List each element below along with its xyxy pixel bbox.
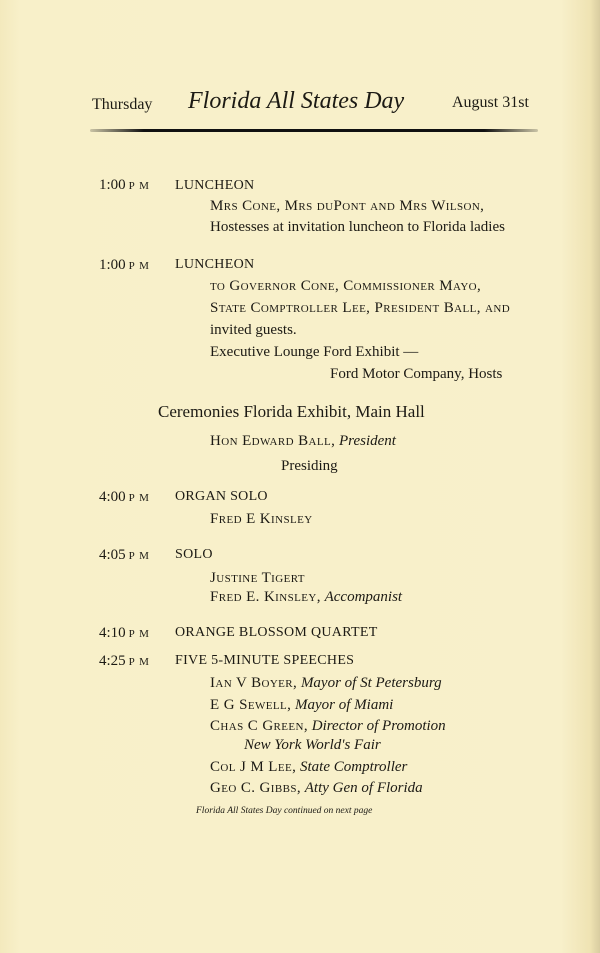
presiding-label: Presiding: [281, 458, 338, 474]
program-label: ORGAN SOLO: [175, 489, 268, 504]
event-line: State Comptroller Lee, President Ball, and: [210, 300, 511, 316]
speaker: Col J M Lee, State Comptroller: [210, 759, 408, 775]
header-date: August 31st: [452, 94, 529, 111]
program-time: 4:05 P M: [99, 547, 150, 563]
event-line: to Governor Cone, Commissioner Mayo,: [210, 278, 482, 294]
ceremonies-heading: Ceremonies Florida Exhibit, Main Hall: [158, 402, 425, 421]
program-label: SOLO: [175, 547, 213, 562]
event-time: 1:00 P M: [99, 177, 150, 193]
continued-note: Florida All States Day continued on next page: [196, 806, 373, 816]
event-label: LUNCHEON: [175, 257, 255, 272]
program-time: 4:25 P M: [99, 653, 150, 669]
event-label: LUNCHEON: [175, 178, 255, 193]
program-label: FIVE 5-MINUTE SPEECHES: [175, 653, 355, 668]
performer: Fred E. Kinsley, Accompanist: [210, 589, 403, 605]
header-day: Thursday: [92, 96, 153, 113]
performer-name: Fred E Kinsley: [210, 511, 313, 527]
event-time: 1:00 P M: [99, 257, 150, 273]
event-line: Hostesses at invitation luncheon to Florida ladies: [210, 219, 505, 235]
speaker: Geo C. Gibbs, Atty Gen of Florida: [210, 780, 423, 796]
speaker: Ian V Boyer, Mayor of St Petersburg: [210, 675, 442, 691]
page-header: [0, 88, 600, 122]
speaker-role-continued: New York World's Fair: [244, 737, 381, 753]
speaker: E G Sewell, Mayor of Miami: [210, 697, 394, 713]
event-line: Ford Motor Company, Hosts: [330, 366, 503, 382]
program-time: 4:00 P M: [99, 489, 150, 505]
event-line: Executive Lounge Ford Exhibit —: [210, 344, 419, 360]
program-time: 4:10 P M: [99, 625, 150, 641]
event-line: invited guests.: [210, 322, 297, 338]
program-label: ORANGE BLOSSOM QUARTET: [175, 625, 378, 640]
event-line: Mrs Cone, Mrs duPont and Mrs Wilson,: [210, 198, 485, 214]
page-title: Florida All States Day: [188, 88, 405, 114]
header-rule: [90, 129, 538, 132]
speaker: Chas C Green, Director of Promotion: [210, 718, 446, 734]
performer-name: Justine Tigert: [210, 570, 305, 586]
presider: Hon Edward Ball, President: [210, 433, 396, 449]
